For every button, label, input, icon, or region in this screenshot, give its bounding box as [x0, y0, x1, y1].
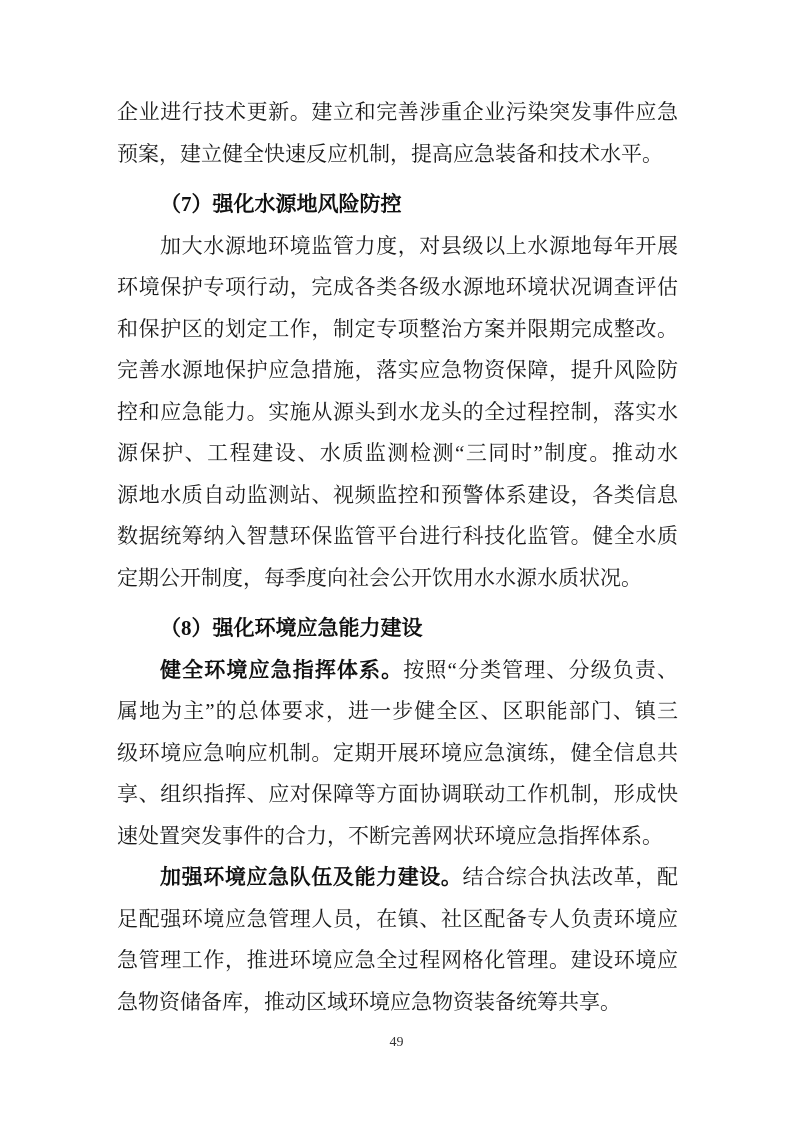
text-line: 和保护区的划定工作，制定专项整治方案并限期完成整改。 [117, 316, 678, 341]
text-line: 足配强环境应急管理人员，在镇、社区配备专人负责环境应 [117, 906, 678, 931]
text-line: 企业进行技术更新。建立和完善涉重企业污染突发事件应急 [117, 100, 678, 124]
page-number: 49 [389, 1035, 404, 1050]
text-line: 源保护、工程建设、水质监测检测“三同时”制度。推动水 [117, 441, 678, 465]
text-line: 属地为主”的总体要求，进一步健全区、区职能部门、镇三 [117, 699, 678, 723]
section-heading-8: （8）强化环境应急能力建设 [160, 616, 423, 640]
text-line: 源地水质自动监测站、视频监控和预警体系建设，各类信息 [117, 482, 678, 507]
text-line: 定期公开制度，每季度向社会公开饮用水水源水质状况。 [117, 565, 642, 590]
text-line: 加大水源地环境监管力度，对县级以上水源地每年开展 [160, 233, 678, 258]
text-line: 控和应急能力。实施从源头到水龙头的全过程控制，落实水 [117, 399, 678, 424]
text-line: 急物资储备库，推动区域环境应急物资装备统筹共享。 [117, 989, 621, 1014]
text-line: 急管理工作，推进环境应急全过程网格化管理。建设环境应 [117, 948, 678, 972]
paragraph-lead-bold: 加强环境应急队伍及能力建设。 [160, 865, 463, 889]
text-line: 完善水源地保护应急措施，落实应急物资保障，提升风险防 [117, 358, 678, 382]
text-line: 享、组织指挥、应对保障等方面协调联动工作机制，形成快 [117, 782, 678, 806]
section-heading-7: （7）强化水源地风险防控 [160, 192, 402, 216]
paragraph-lead-rest: 结合综合执法改革，配 [462, 865, 679, 889]
text-line [117, 857, 678, 899]
text-line: 预案，建立健全快速反应机制，提高应急装备和技术水平。 [117, 141, 663, 166]
text-line: 级环境应急响应机制。定期开展环境应急演练，健全信息共 [117, 740, 678, 765]
text-line: 数据统筹纳入智慧环保监管平台进行科技化监管。健全水质 [117, 524, 678, 548]
text-line: 速处置突发事件的合力，不断完善网状环境应急指挥体系。 [117, 823, 663, 848]
paragraph-lead-rest: 按照“分类管理、分级负责、 [403, 657, 678, 682]
document-text-block [117, 92, 678, 1023]
text-line: 环境保护专项行动，完成各类各级水源地环境状况调查评估 [117, 275, 678, 299]
paragraph-lead-bold: 健全环境应急指挥体系。 [160, 657, 404, 682]
text-line [117, 650, 678, 692]
